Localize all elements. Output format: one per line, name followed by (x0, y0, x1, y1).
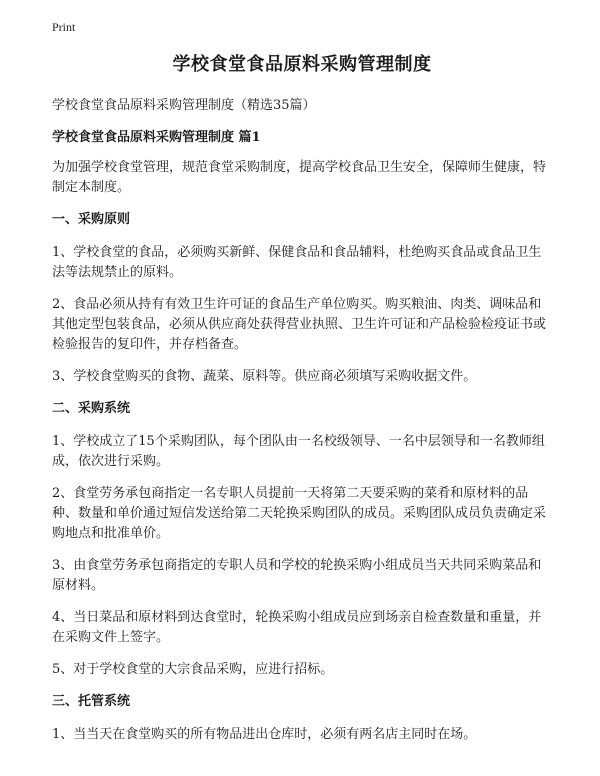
principles-item-2: 2、食品必须从持有有效卫生许可证的食品生产单位购买。购买粮油、肉类、调味品和其他定型包装食品，必须从供应商处获得营业执照、卫生许可证和产品检验检疫证书或检验报告的复印件，并存档备查。 (52, 297, 547, 352)
purchasing-item-2: 2、食堂劳务承包商指定一名专职人员提前一天将第二天要采购的菜肴和原材料的品种、数量和单价通过短信发送给第二天轮换采购团队的成员。采购团队成员负责确定采购地点和批准单价。 (52, 486, 547, 541)
principles-item-3: 3、学校食堂购买的食物、蔬菜、原料等。供应商必须填写采购收据文件。 (52, 369, 477, 384)
document-subtitle: 学校食堂食品原料采购管理制度（精选35篇） (52, 98, 316, 113)
document-title: 学校食堂食品原料采购管理制度 (172, 54, 432, 75)
chapter-title: 学校食堂食品原料采购管理制度 篇1 (52, 130, 261, 145)
print-link[interactable]: Print (52, 20, 76, 34)
intro-paragraph: 为加强学校食堂管理，规范食堂采购制度，提高学校食品卫生安全，保障师生健康，特制定本制度。 (52, 160, 547, 195)
purchasing-item-1: 1、学校成立了15个采购团队，每个团队由一名校级领导、一名中层领导和一名教师组成，依次进行采购。 (52, 434, 545, 469)
purchasing-item-4: 4、当日菜品和原材料到达食堂时，轮换采购小组成员应到场亲自检查数量和重量，并在采购文件上签字。 (52, 610, 542, 645)
section-heading-custody-system: 三、托管系统 (52, 694, 131, 709)
custody-item-1: 1、当当天在食堂购买的所有物品进出仓库时，必须有两名店主同时在场。 (52, 727, 477, 742)
purchasing-item-3: 3、由食堂劳务承包商指定的专职人员和学校的轮换采购小组成员当天共同采购菜品和原材料。 (52, 558, 542, 593)
section-heading-purchasing-system: 二、采购系统 (52, 401, 131, 416)
document-page (52, 52, 552, 757)
purchasing-item-5: 5、对于学校食堂的大宗食品采购，应进行招标。 (52, 662, 334, 677)
section-heading-principles: 一、采购原则 (52, 212, 131, 227)
principles-item-1: 1、学校食堂的食品，必须购买新鲜、保健食品和食品辅料，杜绝购买食品或食品卫生法等法规禁止的原料。 (52, 245, 542, 280)
